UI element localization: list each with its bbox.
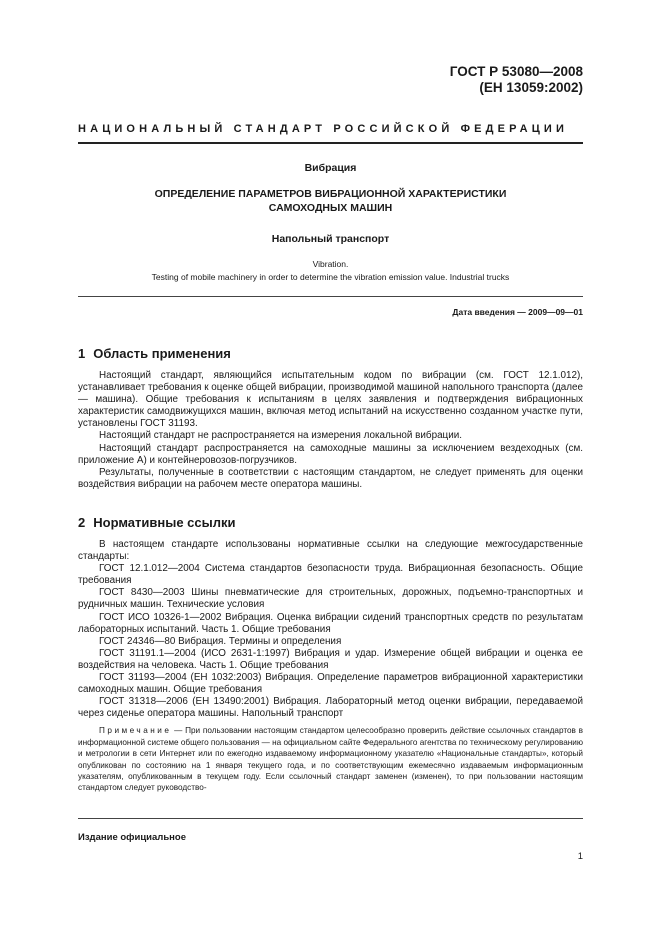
reference-item: ГОСТ 8430—2003 Шины пневматические для строительных, дорожных, подъемно-транспортных и рудничных машин. Технические условия <box>78 587 583 611</box>
note <box>78 725 583 793</box>
section-heading <box>78 515 583 530</box>
document-subtitle: Напольный транспорт <box>271 233 390 245</box>
english-title <box>78 258 583 284</box>
section-heading <box>78 346 583 361</box>
document-title-line-2: САМОХОДНЫХ МАШИН <box>268 202 393 214</box>
page-number: 1 <box>577 851 583 862</box>
footer-rule <box>78 818 583 819</box>
section-number: 2 <box>78 515 86 530</box>
reference-item: ГОСТ ИСО 10326-1—2002 Вибрация. Оценка вибрации сидений транспортных средств по результатам лабораторных испытаний. Часть 1. Общие требования <box>78 611 583 635</box>
equivalent-standard: (ЕН 13059:2002) <box>479 80 583 95</box>
standard-number: ГОСТ Р 53080—2008 <box>449 64 583 79</box>
section-number: 1 <box>78 346 86 361</box>
paragraph: Результаты, полученные в соответствии с настоящим стандартом, не следует применять для оценки воздействия вибрации на рабочем месте оператора машины. <box>78 466 583 490</box>
introduction-date: Дата введения — 2009—09—01 <box>452 307 583 317</box>
section-scope <box>78 346 583 491</box>
paragraph: В настоящем стандарте использованы нормативные ссылки на следующие межгосударственные стандарты: <box>78 539 583 563</box>
reference-item: ГОСТ 31191.1—2004 (ИСО 2631-1:1997) Вибрация и удар. Измерение общей вибрации и оценка ее воздействия на человека. Часть 1. Общие требования <box>78 647 583 671</box>
section-normative-references <box>78 515 583 794</box>
national-standard-banner: НАЦИОНАЛЬНЫЙ СТАНДАРТ РОССИЙСКОЙ ФЕДЕРАЦИИ <box>78 123 569 135</box>
note-label: Примечание <box>99 726 172 736</box>
reference-item: ГОСТ 31318—2006 (ЕН 13490:2001) Вибрация. Лабораторный метод оценки вибрации, передаваемой через сиденье оператора машины. Напольный транспорт <box>78 696 583 720</box>
official-edition-label: Издание официальное <box>78 832 186 843</box>
section-title: Нормативные ссылки <box>93 515 236 530</box>
note-text: — При пользовании настоящим стандартом целесообразно проверить действие ссылочных стандартов в информационной системе общего пользования — на официальном сайте Федерального агентства по техническому регулированию и метрологии в сети Интернет или по ежегодно издаваемому информационному указателю «Национальные стандарты», который опубликован по состоянию на 1 января текущего года, и по соответствующим ежемесячно издаваемым информационным указателям, опубликованным в текущем году. Если ссылочный стандарт заменен (изменен), то при пользовании настоящим стандартом следует руководство- <box>78 726 583 793</box>
section-title: Область применения <box>93 346 231 361</box>
document-title-line-1: ОПРЕДЕЛЕНИЕ ПАРАМЕТРОВ ВИБРАЦИОННОЙ ХАРАКТЕРИСТИКИ <box>154 188 507 200</box>
english-title-line-1: Vibration. <box>312 259 349 269</box>
document-topic: Вибрация <box>304 162 357 174</box>
title-rule <box>78 296 583 297</box>
reference-item: ГОСТ 12.1.012—2004 Система стандартов безопасности труда. Вибрационная безопасность. Общие требования <box>78 563 583 587</box>
paragraph: Настоящий стандарт не распространяется на измерения локальной вибрации. <box>99 430 462 442</box>
top-rule <box>78 142 583 144</box>
standard-number-block <box>450 64 583 96</box>
paragraph: Настоящий стандарт распространяется на самоходные машины за исключением вездеходных (см. приложение А) и контейнеровозов-погрузчиков. <box>78 442 583 466</box>
english-title-line-2: Testing of mobile machinery in order to determine the vibration emission value. Industrial trucks <box>151 272 510 282</box>
paragraph: Настоящий стандарт, являющийся испытательным кодом по вибрации (см. ГОСТ 12.1.012), устанавливает требования к оценке общей вибрации, производимой машиной напольного транспорта (далее — машина). Общие требования к испытаниям в целях заявления и подтверждения вибрационных характеристик самодвижущихся машин, включая метод испытаний на искусственно созданном участке пути, установлены ГОСТ 31193. <box>78 370 583 430</box>
reference-item: ГОСТ 24346—80 Вибрация. Термины и определения <box>99 635 342 647</box>
reference-item: ГОСТ 31193—2004 (ЕН 1032:2003) Вибрация. Определение параметров вибрационной характеристики самоходных машин. Общие требования <box>78 672 583 696</box>
document-title <box>78 187 583 215</box>
